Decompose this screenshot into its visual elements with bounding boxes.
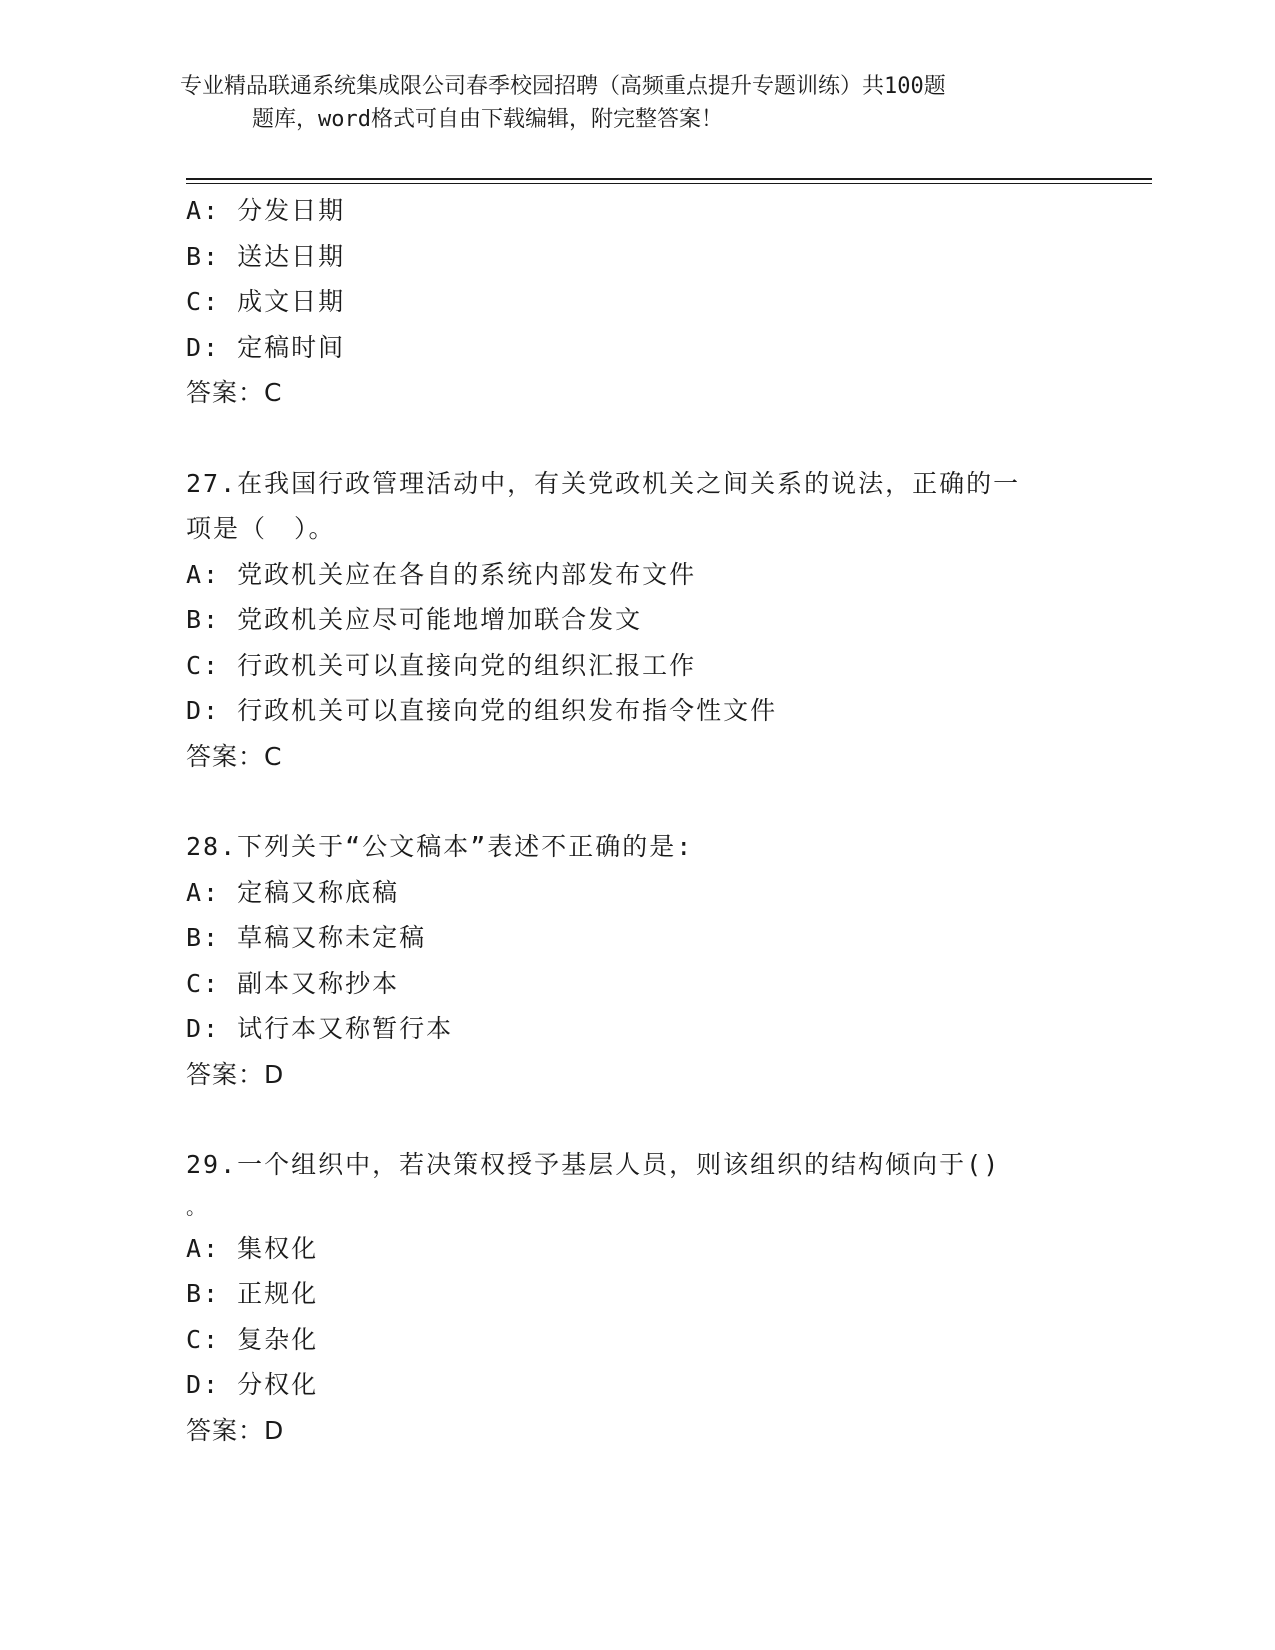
option-c: C: 复杂化 bbox=[186, 1324, 319, 1354]
answer: 答案：D bbox=[186, 1415, 285, 1445]
question-stem-continued: 项是（ ）。 bbox=[186, 514, 336, 543]
answer: 答案：C bbox=[186, 741, 283, 771]
option-d: D: 分权化 bbox=[186, 1370, 319, 1399]
option-c: C: 行政机关可以直接向党的组织汇报工作 bbox=[186, 650, 697, 680]
question-29 bbox=[186, 1142, 1086, 1453]
question-stem-continued: 。 bbox=[186, 1194, 208, 1219]
question-26 bbox=[186, 188, 1086, 416]
spacer bbox=[186, 1097, 1086, 1142]
option-b: B: 正规化 bbox=[186, 1279, 319, 1308]
answer: 答案：C bbox=[186, 378, 283, 407]
option-b: B: 草稿又称未定稿 bbox=[186, 923, 427, 952]
option-d: D: 定稿时间 bbox=[186, 332, 346, 362]
option-a: A: 集权化 bbox=[186, 1233, 319, 1263]
question-28 bbox=[186, 824, 1086, 1097]
header-rule-thin bbox=[186, 183, 1152, 184]
question-27 bbox=[186, 461, 1086, 780]
header-rule-thick bbox=[186, 178, 1152, 180]
option-b: B: 送达日期 bbox=[186, 241, 346, 271]
option-d: D: 试行本又称暂行本 bbox=[186, 1014, 454, 1043]
option-a: A: 党政机关应在各自的系统内部发布文件 bbox=[186, 559, 697, 589]
option-d: D: 行政机关可以直接向党的组织发布指令性文件 bbox=[186, 696, 778, 725]
option-a: A: 定稿又称底稿 bbox=[186, 877, 400, 907]
answer: 答案：D bbox=[186, 1059, 285, 1089]
spacer bbox=[186, 416, 1086, 461]
option-c: C: 副本又称抄本 bbox=[186, 968, 400, 998]
option-b: B: 党政机关应尽可能地增加联合发文 bbox=[186, 605, 643, 634]
header-line-2: 题库，word格式可自由下载编辑，附完整答案！ bbox=[252, 107, 723, 132]
spacer bbox=[186, 779, 1086, 824]
question-stem: 29.一个组织中，若决策权授予基层人员，则该组织的结构倾向于() bbox=[186, 1150, 1001, 1179]
question-content bbox=[186, 188, 1086, 1453]
option-a: A: 分发日期 bbox=[186, 196, 346, 225]
question-stem: 28.下列关于“公文稿本”表述不正确的是: bbox=[186, 832, 694, 861]
header-line-1: 专业精品联通系统集成限公司春季校园招聘（高频重点提升专题训练）共100题 bbox=[180, 74, 946, 99]
document-header bbox=[180, 70, 1040, 136]
option-c: C: 成文日期 bbox=[186, 287, 346, 316]
question-stem: 27.在我国行政管理活动中，有关党政机关之间关系的说法，正确的一 bbox=[186, 468, 1021, 498]
